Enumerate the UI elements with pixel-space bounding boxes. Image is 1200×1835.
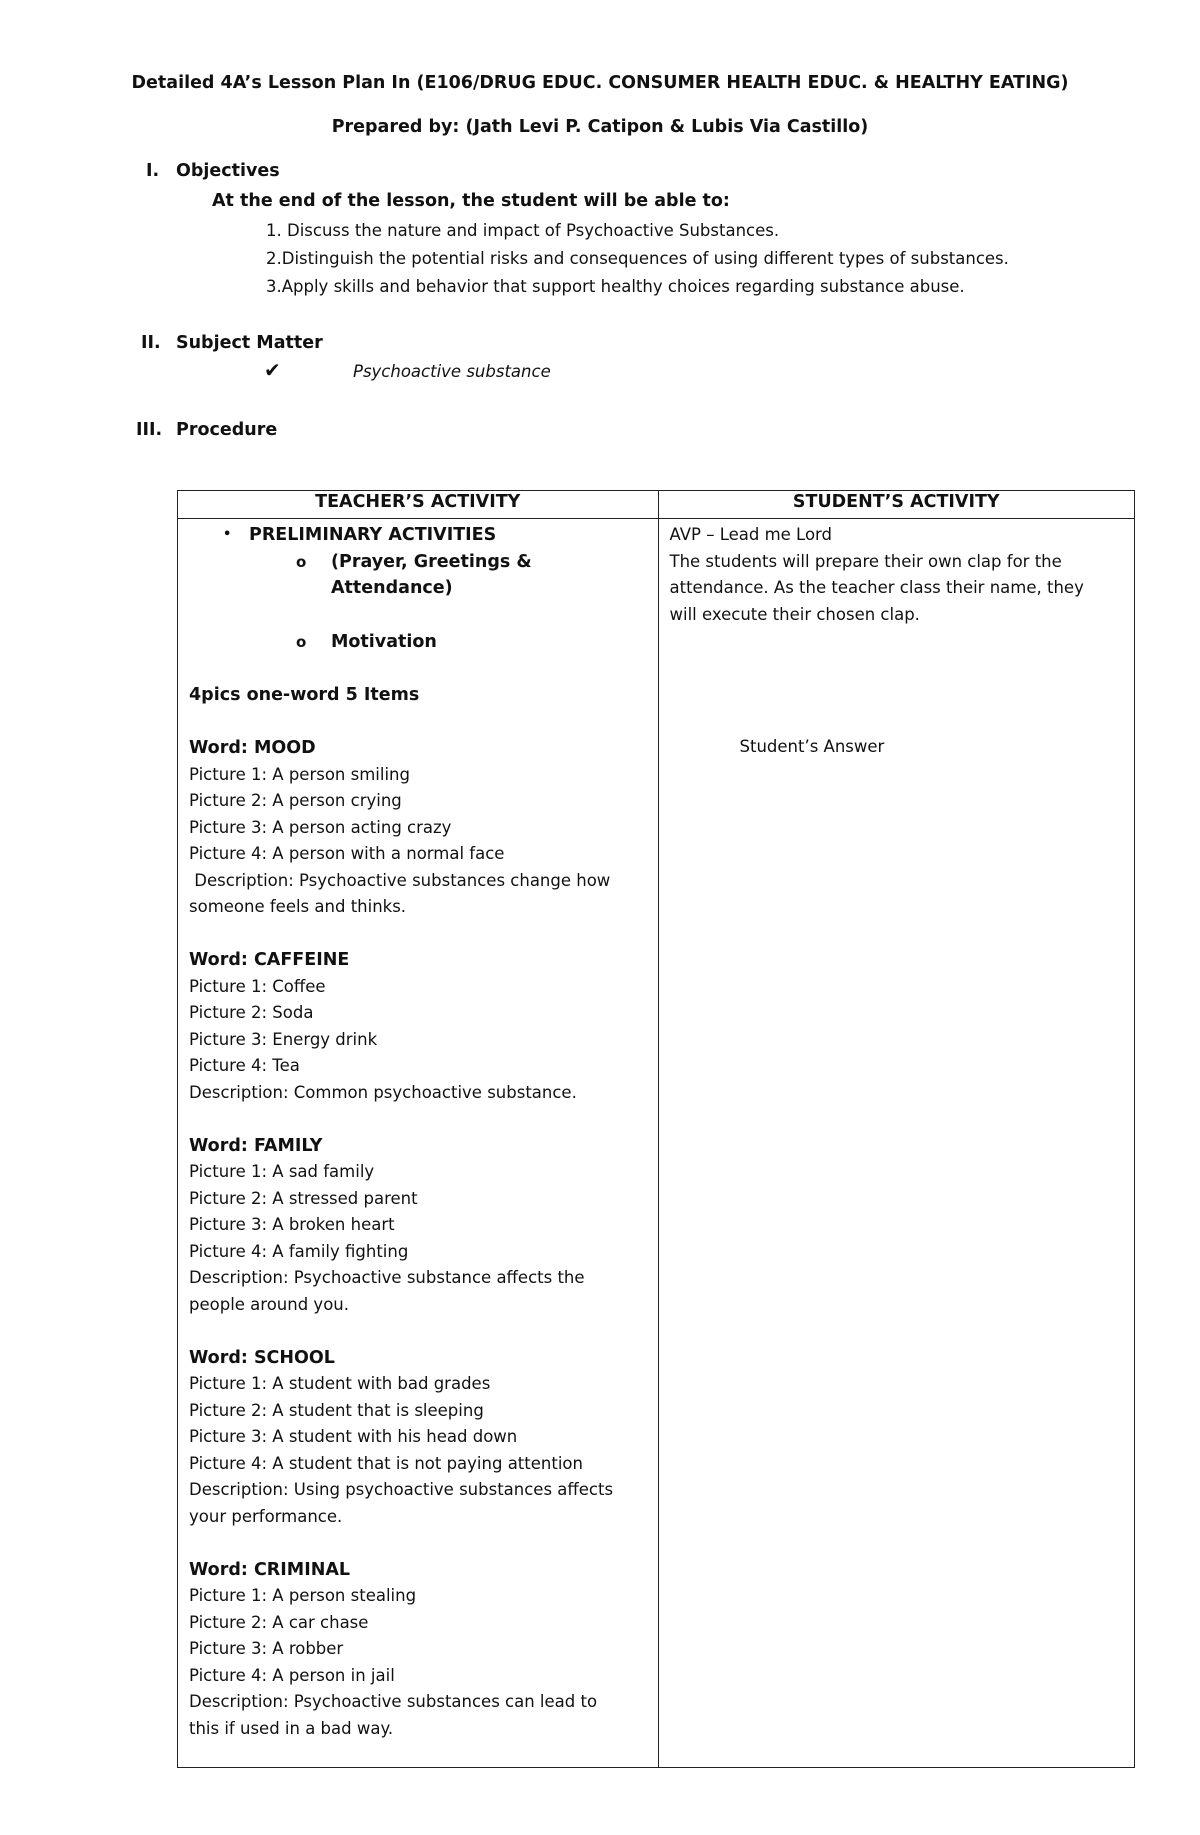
- word-list: [189, 735, 647, 1742]
- word-detail-line: Picture 4: A person in jail: [189, 1665, 395, 1685]
- motivation-item: [189, 629, 647, 656]
- prayer-label: (Prayer, Greetings & Attendance): [331, 551, 532, 598]
- word-block: [189, 735, 647, 947]
- word-detail-line: Picture 3: A person acting crazy: [189, 817, 452, 837]
- bullet-icon: •: [223, 527, 232, 542]
- clap-line: will execute their chosen clap.: [669, 604, 920, 624]
- word-detail-line: Picture 4: Tea: [189, 1056, 300, 1075]
- procedure-heading: Procedure: [176, 420, 278, 440]
- word-detail-line: Description: Using psychoactive substances affects: [189, 1480, 614, 1499]
- objectives-intro: At the end of the lesson, the student will be able to:: [212, 191, 730, 211]
- word-detail-line: your performance.: [189, 1506, 343, 1526]
- student-activity-header: STUDENT’S ACTIVITY: [658, 491, 1135, 519]
- avp-text: AVP – Lead me Lord: [669, 525, 833, 544]
- word-detail-line: Picture 1: A sad family: [189, 1162, 375, 1181]
- sub-bullet-icon: o: [296, 633, 307, 651]
- preliminary-activities: [189, 522, 647, 549]
- word-detail-line: Picture 1: Coffee: [189, 976, 326, 996]
- subject-matter-numeral: II.: [141, 333, 161, 353]
- prayer-item: [189, 549, 647, 602]
- word-heading: Word: FAMILY: [189, 1135, 323, 1156]
- word-detail-line: Picture 2: A stressed parent: [189, 1188, 418, 1208]
- objectives-heading: Objectives: [176, 161, 280, 181]
- document-title: Detailed 4A’s Lesson Plan In (E106/DRUG EDUC. CONSUMER HEALTH EDUC. & HEALTHY EATING): [131, 73, 1069, 93]
- table-header-row: [178, 491, 1135, 519]
- procedure-table: [177, 490, 1135, 1768]
- word-heading: Word: SCHOOL: [189, 1347, 335, 1368]
- word-detail-line: Description: Common psychoactive substance.: [189, 1082, 577, 1102]
- students-answer: Student’s Answer: [739, 737, 885, 756]
- objectives-numeral: I.: [146, 161, 160, 181]
- prepared-by: Prepared by: (Jath Levi P. Catipon & Lubis Via Castillo): [331, 117, 869, 137]
- game-title: 4pics one-word 5 Items: [189, 685, 420, 705]
- table-row: [178, 519, 1135, 1768]
- preliminary-label: PRELIMINARY ACTIVITIES: [249, 525, 497, 545]
- word-detail-line: Picture 1: A person stealing: [189, 1586, 417, 1605]
- word-detail-line: Picture 4: A family fighting: [189, 1241, 409, 1261]
- word-detail-line: Picture 2: Soda: [189, 1003, 314, 1022]
- word-detail-line: Picture 4: A person with a normal face: [189, 844, 505, 863]
- word-detail-line: Picture 4: A student that is not paying attention: [189, 1453, 583, 1473]
- word-block: [189, 1133, 647, 1345]
- word-detail-line: Picture 3: Energy drink: [189, 1029, 378, 1049]
- word-detail-line: Picture 2: A student that is sleeping: [189, 1400, 484, 1420]
- word-detail-line: Picture 1: A student with bad grades: [189, 1374, 491, 1393]
- word-detail-line: Picture 1: A person smiling: [189, 764, 410, 784]
- sub-bullet-icon: o: [296, 552, 307, 571]
- word-detail-line: Picture 3: A student with his head down: [189, 1427, 518, 1446]
- objective-item-3: 3.Apply skills and behavior that support healthy choices regarding substance abuse.: [266, 277, 965, 296]
- word-heading: Word: MOOD: [189, 738, 316, 758]
- subject-topic: Psychoactive substance: [353, 362, 551, 381]
- teacher-activity-cell: [178, 519, 659, 1768]
- word-detail-line: people around you.: [189, 1294, 349, 1314]
- motivation-label: Motivation: [331, 632, 437, 652]
- objective-item-1: 1. Discuss the nature and impact of Psychoactive Substances.: [266, 221, 780, 240]
- word-detail-line: this if used in a bad way.: [189, 1718, 394, 1738]
- word-detail-line: Description: Psychoactive substance affects the: [189, 1268, 585, 1287]
- word-detail-line: someone feels and thinks.: [189, 897, 407, 916]
- word-detail-line: Picture 2: A person crying: [189, 791, 402, 810]
- clap-line: attendance. As the teacher class their name, they: [669, 578, 1084, 597]
- word-block: [189, 1557, 647, 1743]
- word-detail-line: Picture 3: A robber: [189, 1639, 344, 1658]
- student-activity-cell: [658, 519, 1135, 1768]
- procedure-numeral: III.: [136, 420, 163, 440]
- word-heading: Word: CRIMINAL: [189, 1559, 351, 1580]
- objective-item-2: 2.Distinguish the potential risks and consequences of using different types of substances.: [266, 249, 1009, 268]
- word-detail-line: Picture 2: A car chase: [189, 1612, 369, 1632]
- word-block: [189, 1345, 647, 1557]
- word-heading: Word: CAFFEINE: [189, 950, 350, 970]
- clap-line: The students will prepare their own clap for the: [669, 551, 1062, 571]
- word-block: [189, 947, 647, 1133]
- subject-matter-heading: Subject Matter: [176, 333, 323, 353]
- teacher-activity-header: TEACHER’S ACTIVITY: [178, 491, 659, 519]
- checkmark-icon: ✔: [264, 358, 281, 382]
- word-detail-line: Description: Psychoactive substances can lead to: [189, 1692, 598, 1711]
- word-detail-line: Description: Psychoactive substances change how: [189, 870, 611, 890]
- word-detail-line: Picture 3: A broken heart: [189, 1215, 395, 1234]
